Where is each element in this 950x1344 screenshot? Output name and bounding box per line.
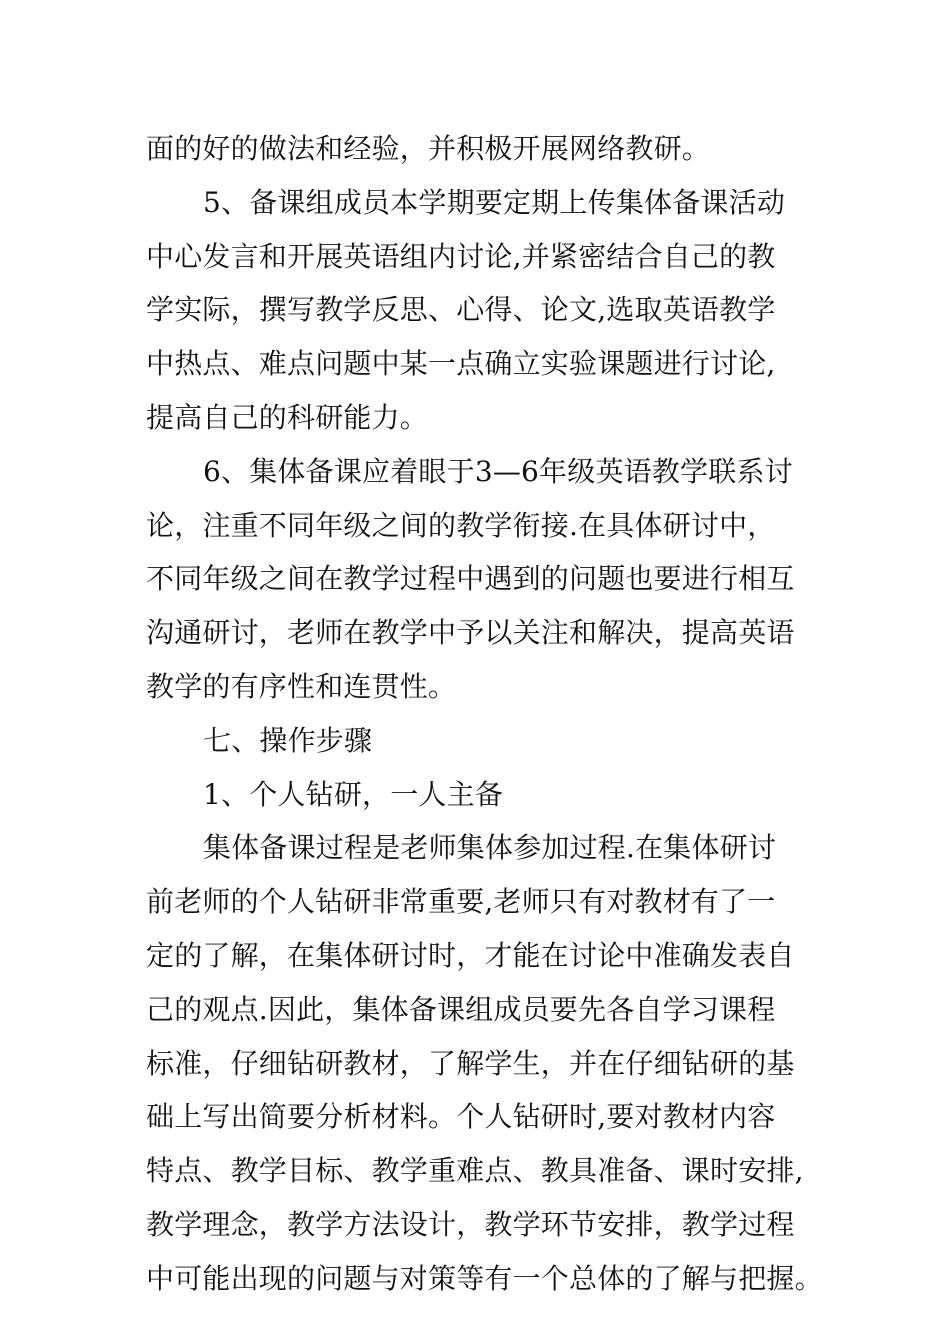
text-line: 特点、教学目标、教学重难点、教具准备、课时安排,	[146, 1154, 804, 1188]
text-line: 沟通研讨，老师在教学中予以关注和解决，提高英语	[146, 616, 795, 650]
text-line: 提高自己的科研能力。	[146, 400, 429, 434]
text-line: 中热点、难点问题中某一点确立实验课题进行讨论,	[146, 347, 776, 381]
text-line: 前老师的个人钻研非常重要,老师只有对教材有了一	[146, 885, 776, 919]
paragraph-start-line: 集体备课过程是老师集体参加过程.在集体研讨	[203, 831, 777, 865]
section-heading: 七、操作步骤	[203, 723, 373, 757]
text-line: 面的好的做法和经验，并积极开展网络教研。	[146, 132, 711, 165]
text-line: 教学的有序性和连贯性。	[146, 669, 457, 703]
text-line: 中可能出现的问题与对策等有一个总体的了解与把握。	[146, 1261, 823, 1295]
subsection-heading: 1、个人钻研，一人主备	[203, 777, 504, 811]
text-line: 学实际，撰写教学反思、心得、论文,选取英语教学	[146, 293, 776, 327]
text-line: 中心发言和开展英语组内讨论,并紧密结合自己的教	[146, 239, 776, 273]
paragraph-start-line: 5、备课组成员本学期要定期上传集体备课活动	[203, 185, 786, 219]
text-line: 不同年级之间在教学过程中遇到的问题也要进行相互	[146, 562, 795, 596]
text-line: 础上写出简要分析材料。个人钻研时,要对教材内容	[146, 1100, 776, 1134]
text-line: 定的了解，在集体研讨时，才能在讨论中准确发表自	[146, 938, 795, 972]
text-line: 标准，仔细钻研教材，了解学生，并在仔细钻研的基	[146, 1046, 795, 1080]
paragraph-start-line: 6、集体备课应着眼于3—6年级英语教学联系讨	[203, 454, 793, 488]
text-line: 论，注重不同年级之间的教学衔接.在具体研讨中，	[146, 508, 776, 542]
body-text	[146, 122, 836, 1306]
text-line: 己的观点.因此，集体备课组成员要先各自学习课程	[146, 992, 776, 1026]
text-line: 教学理念，教学方法设计，教学环节安排，教学过程	[146, 1207, 795, 1241]
